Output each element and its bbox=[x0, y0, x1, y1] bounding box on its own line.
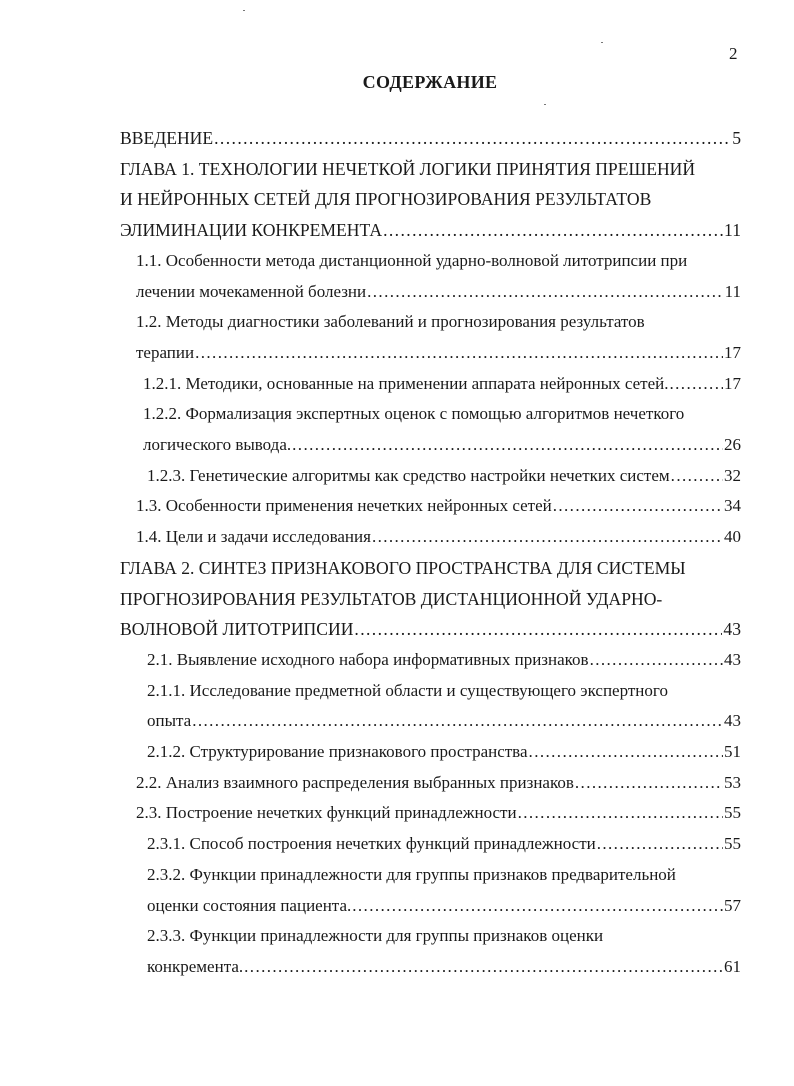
dot-leader bbox=[671, 461, 723, 492]
toc-entry-text: 1.2.1. Методики, основанные на применении аппарата нейронных сетей. bbox=[143, 373, 669, 393]
toc-entry[interactable] bbox=[120, 123, 741, 154]
toc-entry-last-line bbox=[120, 215, 741, 246]
toc-title: СОДЕРЖАНИЕ bbox=[362, 72, 498, 92]
toc-entry[interactable] bbox=[136, 522, 741, 553]
toc-page-number: 32 bbox=[724, 465, 741, 485]
toc-page-number: 40 bbox=[724, 527, 741, 547]
toc-entry-text: ВВЕДЕНИЕ bbox=[120, 128, 214, 148]
toc-entry-last-line bbox=[136, 522, 741, 553]
scan-speck bbox=[601, 42, 603, 43]
toc-entry-last-line bbox=[120, 614, 741, 645]
toc-entry-text: 1.3. Особенности применения нечетких нейронных сетей bbox=[136, 496, 552, 516]
toc-entry-last-line bbox=[136, 798, 741, 829]
toc-entry-text: 2.2. Анализ взаимного распределения выбранных признаков bbox=[136, 772, 574, 792]
toc-entry[interactable] bbox=[147, 676, 741, 737]
toc-entry-last-line bbox=[120, 123, 741, 154]
toc-page-number: 55 bbox=[724, 834, 741, 854]
dot-leader bbox=[352, 891, 723, 922]
toc-entry-last-line bbox=[147, 645, 741, 676]
toc-entry-line: 2.3.3. Функции принадлежности для группы признаков оценки bbox=[147, 926, 604, 946]
toc-entry-line: 2.1.1. Исследование предметной области и существующего экспертного bbox=[147, 680, 668, 700]
toc-entry-line: ГЛАВА 2. СИНТЕЗ ПРИЗНАКОВОГО ПРОСТРАНСТВА ДЛЯ СИСТЕМЫ bbox=[120, 557, 686, 578]
dot-leader bbox=[292, 430, 723, 461]
toc-entry[interactable] bbox=[120, 154, 741, 246]
toc-entry[interactable] bbox=[120, 553, 741, 645]
toc-entry-text: логического вывода. bbox=[143, 435, 292, 455]
toc-entry[interactable] bbox=[136, 246, 741, 307]
dot-leader bbox=[192, 706, 723, 737]
toc-entry[interactable] bbox=[136, 307, 741, 368]
dot-leader bbox=[590, 645, 723, 676]
toc-entry-text: ЭЛИМИНАЦИИ КОНКРЕМЕНТА bbox=[120, 220, 383, 241]
toc-entry-last-line bbox=[147, 829, 741, 860]
toc-entry-line: 2.3.2. Функции принадлежности для группы признаков предварительной bbox=[147, 864, 676, 884]
toc-entry-line: 1.2. Методы диагностики заболеваний и прогнозирования результатов bbox=[136, 312, 645, 332]
toc-entry[interactable] bbox=[147, 860, 741, 921]
toc-entry-text: 2.1.2. Структурирование признакового пространства bbox=[147, 742, 528, 762]
toc-entry-last-line bbox=[143, 430, 741, 461]
scan-speck bbox=[243, 10, 245, 11]
dot-leader bbox=[195, 338, 723, 369]
toc-entry-text: 1.2.3. Генетические алгоритмы как средство настройки нечетких систем bbox=[147, 465, 670, 485]
dot-leader bbox=[553, 491, 723, 522]
toc-entry-last-line bbox=[136, 768, 741, 799]
toc-entry-last-line bbox=[147, 706, 741, 737]
toc-entry[interactable] bbox=[147, 737, 741, 768]
toc-entry-text: конкремента. bbox=[147, 956, 244, 976]
toc-entry[interactable] bbox=[147, 829, 741, 860]
dot-leader bbox=[518, 798, 723, 829]
toc-entry-line: ГЛАВА 1. ТЕХНОЛОГИИ НЕЧЕТКОЙ ЛОГИКИ ПРИНЯТИЯ ПРЕШЕНИЙ bbox=[120, 158, 696, 179]
toc-entry-last-line bbox=[147, 891, 741, 922]
toc-page-number: 51 bbox=[724, 742, 741, 762]
table-of-contents bbox=[0, 123, 794, 983]
toc-page-number: 43 bbox=[724, 711, 741, 731]
toc-page-number: 43 bbox=[724, 649, 741, 669]
toc-entry-last-line bbox=[136, 491, 741, 522]
dot-leader bbox=[372, 522, 723, 553]
toc-page-number: 57 bbox=[724, 895, 741, 915]
toc-entry-last-line bbox=[147, 461, 741, 492]
toc-entry[interactable] bbox=[136, 798, 741, 829]
toc-entry[interactable] bbox=[136, 491, 741, 522]
toc-entry-line: 1.2.2. Формализация экспертных оценок с помощью алгоритмов нечеткого bbox=[143, 404, 685, 424]
toc-entry-text: 2.3.1. Способ построения нечетких функций принадлежности bbox=[147, 834, 596, 854]
dot-leader bbox=[354, 614, 722, 645]
toc-entry-line: И НЕЙРОННЫХ СЕТЕЙ ДЛЯ ПРОГНОЗИРОВАНИЯ РЕЗУЛЬТАТОВ bbox=[120, 189, 652, 210]
toc-page-number: 17 bbox=[724, 342, 741, 362]
toc-entry-text: 1.4. Цели и задачи исследования bbox=[136, 527, 371, 547]
toc-entry[interactable] bbox=[147, 461, 741, 492]
toc-entry-text: оценки состояния пациента. bbox=[147, 895, 352, 915]
scan-speck bbox=[544, 104, 546, 105]
toc-entry-last-line bbox=[147, 952, 741, 983]
toc-entry[interactable] bbox=[136, 768, 741, 799]
toc-page-number: 5 bbox=[732, 128, 741, 148]
toc-entry-line: 1.1. Особенности метода дистанционной ударно-волновой литотрипсии при bbox=[136, 250, 688, 270]
toc-page-number: 26 bbox=[724, 435, 741, 455]
toc-entry-line: ПРОГНОЗИРОВАНИЯ РЕЗУЛЬТАТОВ ДИСТАНЦИОННОЙ УДАРНО- bbox=[120, 588, 663, 609]
toc-entry-text: 2.3. Построение нечетких функций принадлежности bbox=[136, 803, 517, 823]
toc-page-number: 43 bbox=[723, 619, 741, 640]
toc-page-number: 34 bbox=[724, 496, 741, 516]
toc-entry-text: опыта bbox=[147, 711, 192, 731]
toc-entry-last-line bbox=[136, 277, 741, 308]
toc-page-number: 55 bbox=[724, 803, 741, 823]
toc-entry[interactable] bbox=[143, 369, 741, 400]
toc-entry[interactable] bbox=[143, 399, 741, 460]
toc-entry[interactable] bbox=[147, 645, 741, 676]
toc-page-number: 11 bbox=[724, 281, 741, 301]
toc-entry-text: ВОЛНОВОЙ ЛИТОТРИПСИИ bbox=[120, 619, 354, 640]
dot-leader bbox=[214, 123, 731, 154]
dot-leader bbox=[367, 277, 724, 308]
toc-page-number: 61 bbox=[724, 956, 741, 976]
toc-entry-last-line bbox=[143, 369, 741, 400]
toc-entry[interactable] bbox=[147, 921, 741, 982]
toc-page-number: 17 bbox=[724, 373, 741, 393]
toc-entry-text: 2.1. Выявление исходного набора информативных признаков bbox=[147, 649, 589, 669]
page-number: 2 bbox=[729, 44, 738, 63]
toc-page-number: 11 bbox=[724, 220, 741, 241]
toc-entry-last-line bbox=[147, 737, 741, 768]
dot-leader bbox=[383, 215, 723, 246]
toc-entry-text: лечении мочекаменной болезни bbox=[136, 281, 367, 301]
toc-entry-text: терапии bbox=[136, 342, 195, 362]
dot-leader bbox=[597, 829, 723, 860]
dot-leader bbox=[670, 369, 724, 400]
dot-leader bbox=[529, 737, 723, 768]
dot-leader bbox=[244, 952, 723, 983]
toc-page-number: 53 bbox=[724, 772, 741, 792]
toc-entry-last-line bbox=[136, 338, 741, 369]
dot-leader bbox=[575, 768, 723, 799]
